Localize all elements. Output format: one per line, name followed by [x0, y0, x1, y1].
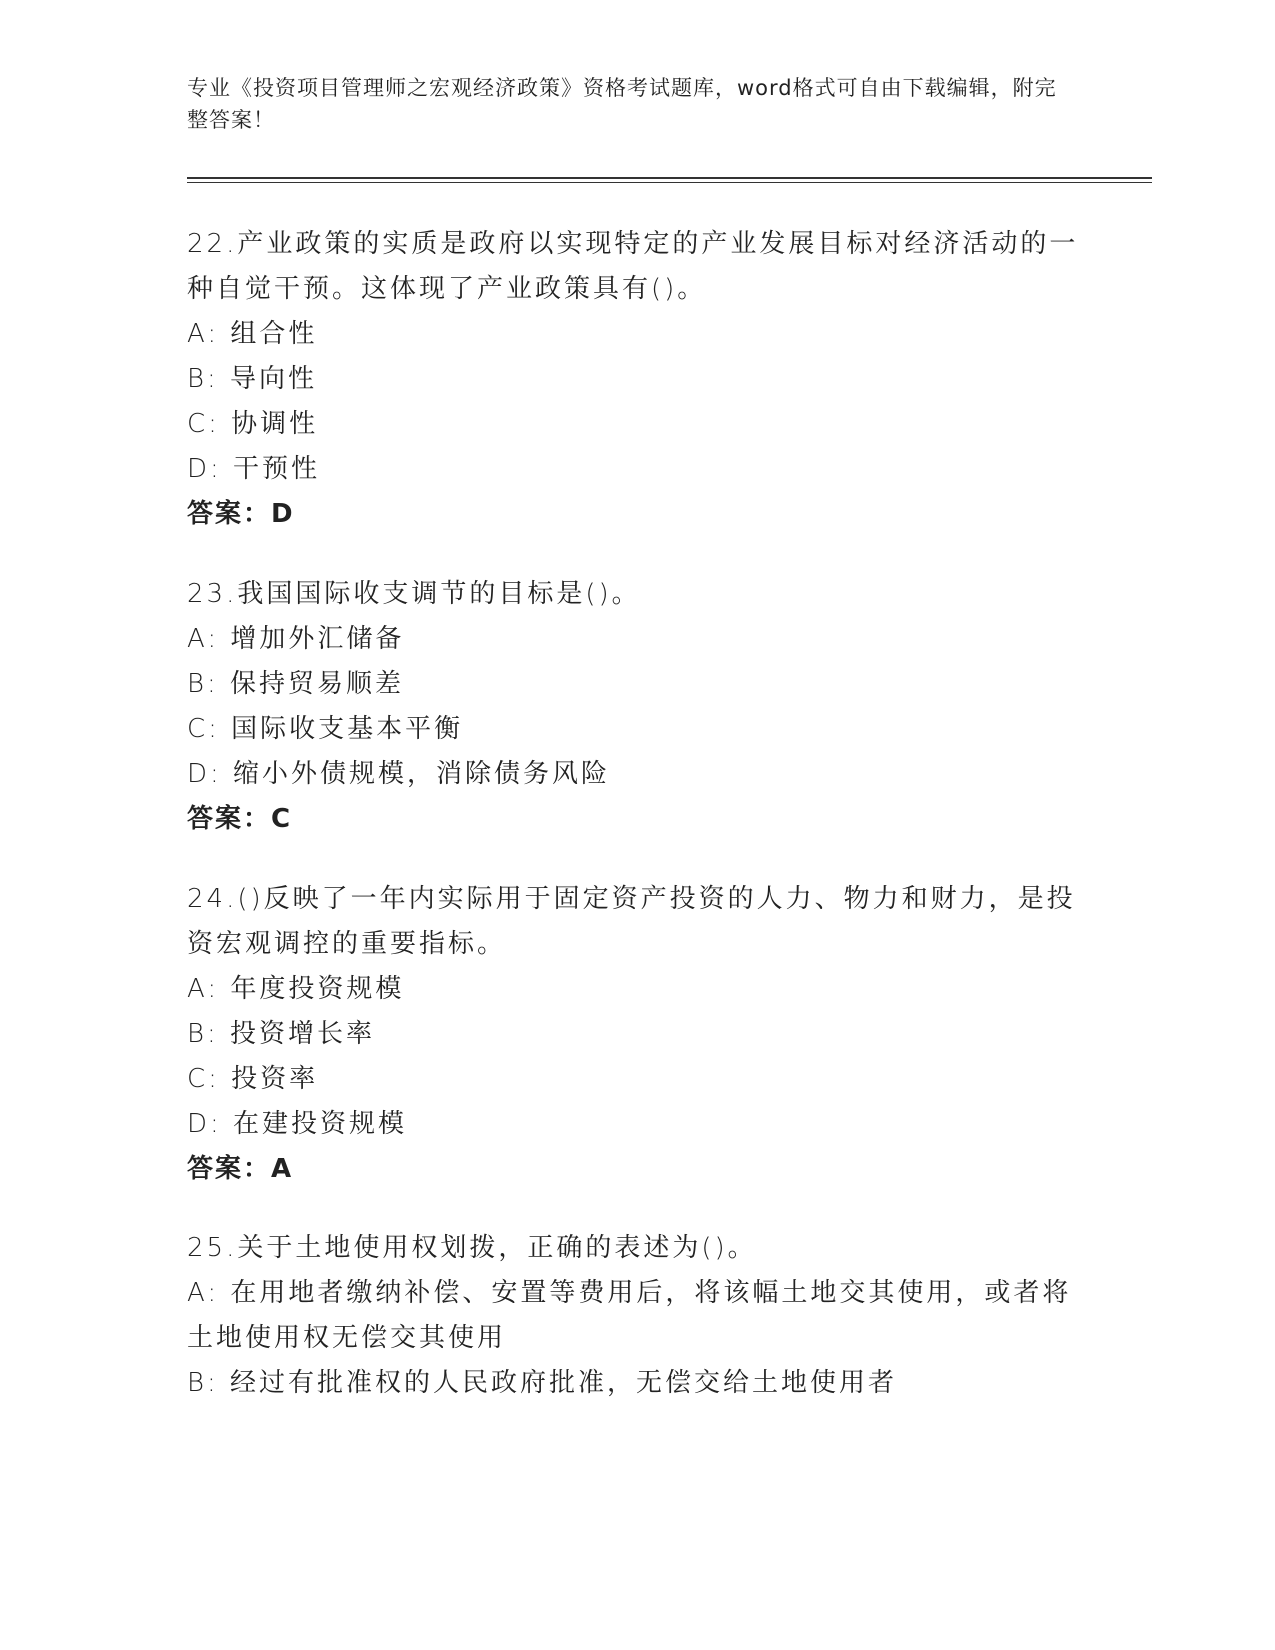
option-c: C: 协调性	[187, 409, 319, 439]
header-text: 专业《投资项目管理师之宏观经济政策》资格考试题库，word格式可自由下载编辑，附完整答案！	[187, 76, 1057, 132]
question-stem: 23.我国国际收支调节的目标是()。	[187, 579, 641, 609]
option-d: D: 干预性	[187, 454, 321, 484]
option-a: A: 年度投资规模	[187, 974, 405, 1004]
question-stem: 22.产业政策的实质是政府以实现特定的产业发展目标对经济活动的一种自觉干预。这体现了产业政策具有()。	[187, 229, 1079, 304]
question-25	[187, 1226, 1087, 1406]
option-b: B: 导向性	[187, 364, 318, 394]
option-b: B: 投资增长率	[187, 1019, 376, 1049]
answer-line: 答案：D	[187, 499, 295, 529]
question-22	[187, 222, 1087, 537]
question-stem: 24.()反映了一年内实际用于固定资产投资的人力、物力和财力，是投资宏观调控的重要指标。	[187, 884, 1076, 959]
option-b: B: 经过有批准权的人民政府批准，无偿交给土地使用者	[187, 1368, 898, 1398]
header-divider-thick	[187, 177, 1152, 179]
option-c: C: 投资率	[187, 1064, 319, 1094]
option-d: D: 缩小外债规模，消除债务风险	[187, 759, 611, 789]
answer-line: 答案：A	[187, 1154, 294, 1184]
answer-line: 答案：C	[187, 804, 293, 834]
option-a: A: 在用地者缴纳补偿、安置等费用后，将该幅土地交其使用，或者将土地使用权无偿交其使用	[187, 1278, 1072, 1353]
question-24	[187, 877, 1087, 1192]
option-d: D: 在建投资规模	[187, 1109, 408, 1139]
question-stem: 25.关于土地使用权划拨，正确的表述为()。	[187, 1233, 757, 1263]
option-c: C: 国际收支基本平衡	[187, 714, 464, 744]
header-divider-thin	[187, 182, 1152, 183]
option-b: B: 保持贸易顺差	[187, 669, 405, 699]
document-header	[187, 72, 1077, 136]
option-a: A: 组合性	[187, 319, 318, 349]
question-23	[187, 572, 1087, 842]
option-a: A: 增加外汇储备	[187, 624, 405, 654]
